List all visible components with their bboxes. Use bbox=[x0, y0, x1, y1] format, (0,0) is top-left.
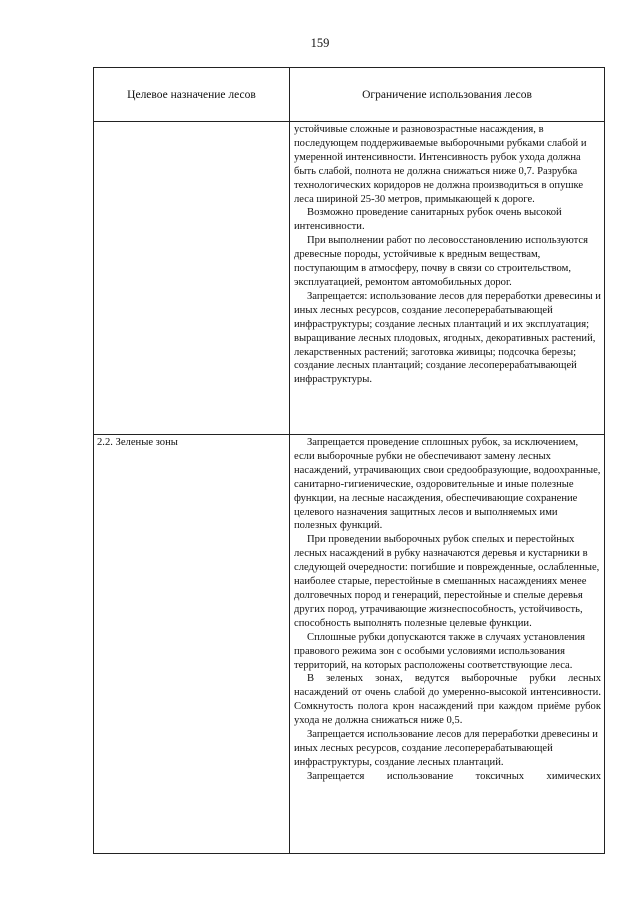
purpose-cell: 2.2. Зеленые зоны bbox=[94, 435, 290, 854]
restriction-paragraph: Запрещается проведение сплошных рубок, за исключением, если выборочные рубки не обеспечивают замену лесных насаждений, утрачивающих свои средообразующие, водоохранные, санитарно-гигиенические, оздоровительные и иные полезные функции, на лесные насаждения, обеспечивающие сохранение целевого назначения защитных лесов и выполняемых ими полезных функций. bbox=[294, 437, 601, 532]
restriction-cell bbox=[290, 435, 605, 854]
table-row bbox=[94, 122, 605, 435]
table-row bbox=[94, 435, 605, 854]
restriction-cell bbox=[290, 122, 605, 435]
header-use-restriction: Ограничение использования лесов bbox=[290, 68, 605, 122]
restriction-paragraph: устойчивые сложные и разновозрастные насаждения, в последующем поддерживаемые выборочными рубками слабой и умеренной интенсивности. Интенсивность рубок ухода должна быть слабой, полнота не должна снижаться ниже 0,7. Разрубка технологических коридоров не должна производиться в опушке леса шириной 25-30 метров, примыкающей к дороге. bbox=[294, 124, 587, 205]
restriction-paragraph: При выполнении работ по лесовосстановлению используются древесные породы, устойчивые к вредным веществам, поступающим в атмосферу, почву в связи со строительством, эксплуатацией, ремонтом автомобильных дорог. bbox=[294, 235, 588, 288]
table-header-row bbox=[94, 68, 605, 122]
page-number: 159 bbox=[310, 36, 330, 50]
purpose-cell bbox=[94, 122, 290, 435]
restriction-paragraph: Сплошные рубки допускаются также в случаях установления правового режима зон с особыми условиями использования территорий, на которых расположены соответствующие леса. bbox=[294, 631, 585, 671]
restriction-paragraph: Возможно проведение санитарных рубок очень высокой интенсивности. bbox=[294, 207, 562, 233]
restriction-paragraph: Запрещается использование лесов для переработки древесины и иных лесных ресурсов, создание лесоперерабатывающей инфраструктуры, создание лесных плантаций. bbox=[294, 729, 598, 768]
restriction-paragraph: Запрещается использование токсичных химических bbox=[307, 770, 601, 782]
header-forest-purpose: Целевое назначение лесов bbox=[94, 68, 290, 122]
restriction-paragraph: При проведении выборочных рубок спелых и перестойных лесных насаждений в рубку назначаются деревья и кустарники в следующей очередности: погибшие и поврежденные, ослабленные, наиболее старые, перестойные в смешанных насаждениях менее долговечных пород и генераций, перестойные и спелые деревья других пород, утрачивающие жизнеспособность, устойчивость, способность выполнять полезные целевые функции. bbox=[294, 534, 600, 629]
forest-use-table bbox=[93, 67, 605, 854]
restriction-paragraph: Запрещается: использование лесов для переработки древесины и иных лесных ресурсов, создание лесоперерабатывающей инфраструктуры; создание лесных плантаций и их эксплуатация; выращивание лесных плодовых, ягодных, декоративных растений, лекарственных растений; заготовка живицы; подсочка березы; создание лесных плантаций; создание лесоперерабатывающей инфраструктуры. bbox=[294, 290, 601, 386]
restriction-paragraph: В зеленых зонах, ведутся выборочные рубки лесных насаждений от очень слабой до умеренно-высокой интенсивности. Сомкнутость полога крон насаждений при каждом приёме рубок ухода не должна снижаться ниже 0,5. bbox=[294, 673, 601, 727]
